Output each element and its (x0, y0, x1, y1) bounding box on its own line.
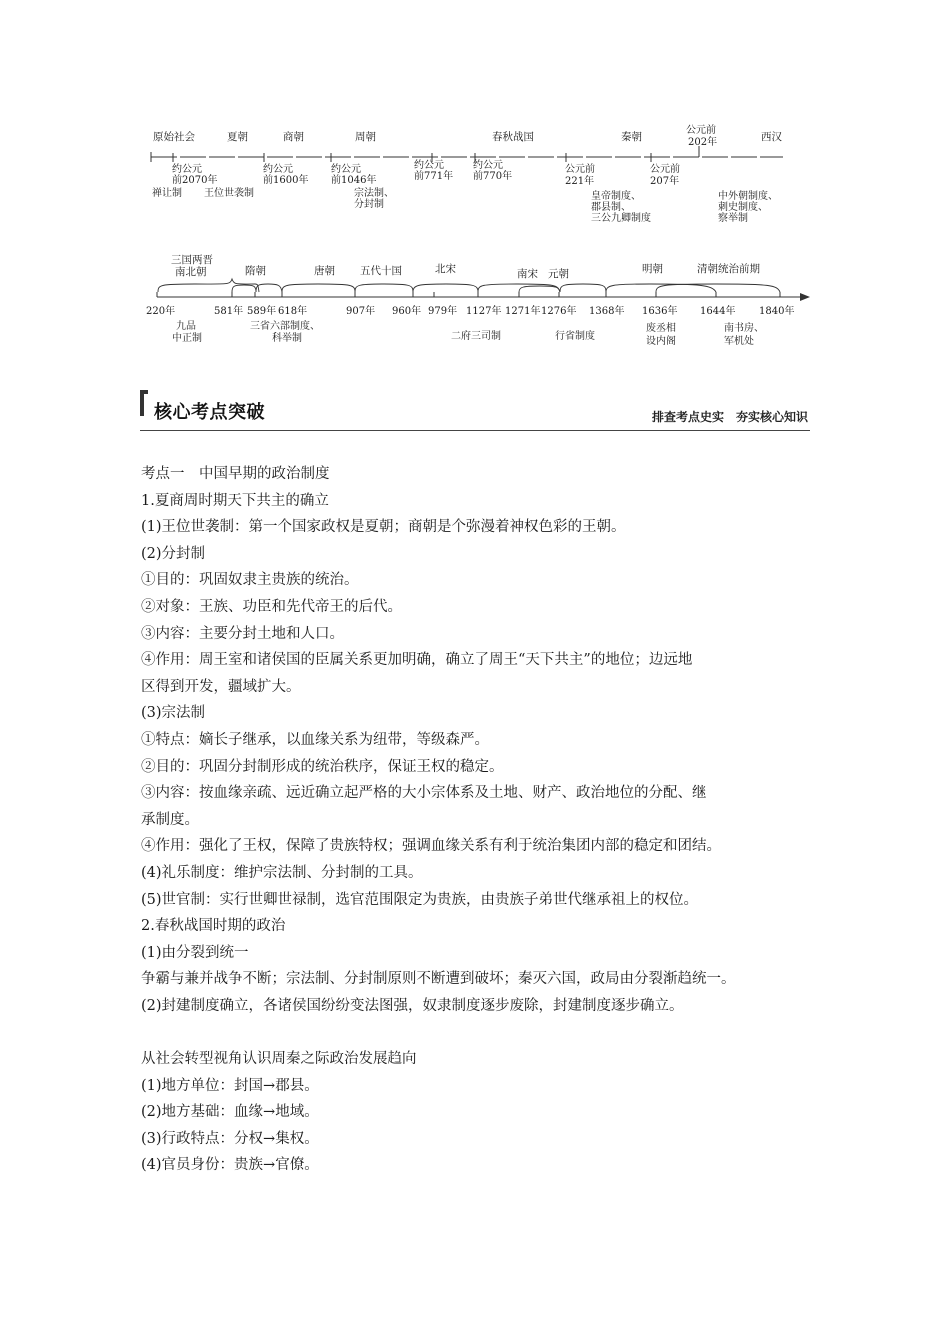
date-label: 前771年 (414, 171, 454, 182)
period-label: 南宋 (517, 268, 538, 280)
date-label: 前770年 (473, 171, 513, 182)
date-label: 前1600年 (263, 175, 309, 186)
period-label: 隋朝 (245, 265, 266, 277)
section-title: 核心考点突破 (154, 402, 265, 423)
section-subtitle: 排查考点史实 夯实核心知识 (651, 410, 808, 424)
system-label: 郡县制、 (591, 202, 631, 213)
period-label: 西汉 (761, 131, 782, 143)
text-line: (3)宗法制 (141, 705, 206, 722)
text-line: ④作用：周王室和诸侯国的臣属关系更加明确，确立了周王“天下共主”的地位；边远地 (141, 652, 693, 669)
date-label: 公元前 (565, 164, 595, 175)
date-label: 1271年 (505, 306, 541, 317)
system-label: 宗法制、 (354, 188, 394, 199)
system-label: 三省六部制度、 (250, 321, 320, 332)
date-label: 202年 (688, 137, 718, 148)
text-line: (1)由分裂到统一 (141, 944, 249, 961)
date-label: 1276年 (541, 306, 577, 317)
text-line: ①目的：巩固奴隶主贵族的统治。 (141, 572, 359, 589)
date-label: 221年 (565, 176, 595, 187)
period-label: 唐朝 (314, 265, 335, 277)
text-line: 从社会转型视角认识周秦之际政治发展趋向 (141, 1051, 417, 1068)
period-label: 清朝统治前期 (697, 263, 760, 275)
date-label: 618年 (278, 306, 308, 317)
date-label: 公元前 (650, 164, 680, 175)
system-label: 废丞相 (646, 323, 676, 334)
text-line: ①特点：嫡长子继承，以血缘关系为纽带，等级森严。 (141, 731, 489, 748)
text-line: ②对象：王族、功臣和先代帝王的后代。 (141, 598, 402, 615)
text-line: 争霸与兼并战争不断；宗法制、分封制原则不断遭到破坏；秦灭六国，政局由分裂渐趋统一。 (141, 971, 736, 988)
timeline-1 (151, 123, 783, 224)
system-label: 中正制 (172, 333, 202, 344)
date-label: 前2070年 (172, 175, 218, 186)
text-line: 承制度。 (141, 811, 199, 828)
system-label: 二府三司制 (451, 331, 501, 342)
period-label: 北宋 (435, 263, 456, 275)
system-label: 王位世袭制 (204, 188, 254, 199)
paragraph-gap (141, 1019, 821, 1046)
date-label: 前1046年 (331, 175, 377, 186)
date-label: 1840年 (759, 306, 795, 317)
subheading: 2.春秋战国时期的政治 (141, 918, 286, 935)
system-label: 中外朝制度、 (718, 191, 778, 202)
period-label: 五代十国 (360, 265, 402, 277)
system-label: 科举制 (272, 333, 302, 344)
date-label: 960年 (392, 306, 422, 317)
header-rule (140, 430, 810, 431)
date-label: 979年 (428, 306, 458, 317)
text-line: ④作用：强化了王权，保障了贵族特权；强调血缘关系有利于统治集团内部的稳定和团结。 (141, 838, 721, 855)
system-label: 南书房、 (724, 323, 764, 334)
date-label: 589年 (247, 306, 277, 317)
text-line: ②目的：巩固分封制形成的统治秩序，保证王权的稳定。 (141, 758, 504, 775)
period-label: 周朝 (355, 131, 376, 143)
date-label: 约公元 (473, 160, 503, 171)
header-bracket (140, 390, 148, 416)
text-line: (1)王位世袭制：第一个国家政权是夏朝；商朝是个弥漫着神权色彩的王朝。 (141, 519, 626, 536)
period-label: 商朝 (283, 131, 304, 143)
subheading: 1.夏商周时期天下共主的确立 (141, 492, 329, 509)
system-label: 皇帝制度、 (591, 191, 641, 202)
text-line: (4)官员身份：贵族→官僚。 (141, 1157, 319, 1174)
text-line: (3)行政特点：分权→集权。 (141, 1130, 319, 1147)
date-label: 1368年 (589, 306, 625, 317)
system-label: 分封制 (354, 199, 384, 210)
system-label: 行省制度 (555, 331, 595, 342)
text-line: (1)地方单位：封国→郡县。 (141, 1077, 319, 1094)
timeline-2 (146, 254, 810, 347)
period-label: 春秋战国 (492, 131, 534, 143)
date-label: 约公元 (172, 164, 202, 175)
period-label: 原始社会 (153, 131, 195, 143)
date-label: 220年 (146, 306, 176, 317)
system-label: 察举制 (718, 213, 748, 224)
date-label: 约公元 (331, 164, 361, 175)
date-label: 581年 (214, 306, 244, 317)
text-line: (2)封建制度确立，各诸侯国纷纷变法图强，奴隶制度逐步废除，封建制度逐步确立。 (141, 997, 684, 1014)
period-label: 明朝 (642, 263, 663, 275)
text-line: 区得到开发，疆域扩大。 (141, 678, 301, 695)
date-label: 207年 (650, 176, 680, 187)
text-line: (4)礼乐制度：维护宗法制、分封制的工具。 (141, 864, 423, 881)
text-line: (2)分封制 (141, 545, 206, 562)
system-label: 禅让制 (152, 188, 182, 199)
system-label: 刺史制度、 (718, 202, 768, 213)
section-header (140, 388, 810, 434)
date-label: 1644年 (700, 306, 736, 317)
system-label: 三公九卿制度 (591, 213, 651, 224)
system-label: 九品 (176, 321, 196, 332)
topic-heading: 考点一 中国早期的政治制度 (141, 466, 330, 482)
text-line: (5)世官制：实行世卿世禄制，选官范围限定为贵族，由贵族子弟世代继承祖上的权位。 (141, 891, 699, 908)
text-line: ③内容：主要分封土地和人口。 (141, 625, 344, 642)
date-label: 约公元 (263, 164, 293, 175)
text-line: (2)地方基础：血缘→地域。 (141, 1104, 319, 1121)
text-line: ③内容：按血缘亲疏、远近确立起严格的大小宗体系及土地、财产、政治地位的分配、继 (141, 785, 707, 802)
main-content (141, 461, 821, 1179)
period-label: 南北朝 (175, 266, 207, 278)
date-label: 公元前 (686, 125, 716, 136)
period-label: 元朝 (548, 268, 569, 280)
period-label: 三国两晋 (171, 254, 213, 266)
timeline-diagram (0, 0, 950, 360)
system-label: 军机处 (724, 336, 754, 347)
period-label: 秦朝 (621, 131, 642, 143)
date-label: 约公元 (414, 160, 444, 171)
system-label: 设内阁 (646, 336, 676, 347)
date-label: 1636年 (642, 306, 678, 317)
date-label: 907年 (346, 306, 376, 317)
date-label: 1127年 (466, 306, 502, 317)
period-label: 夏朝 (227, 131, 248, 143)
